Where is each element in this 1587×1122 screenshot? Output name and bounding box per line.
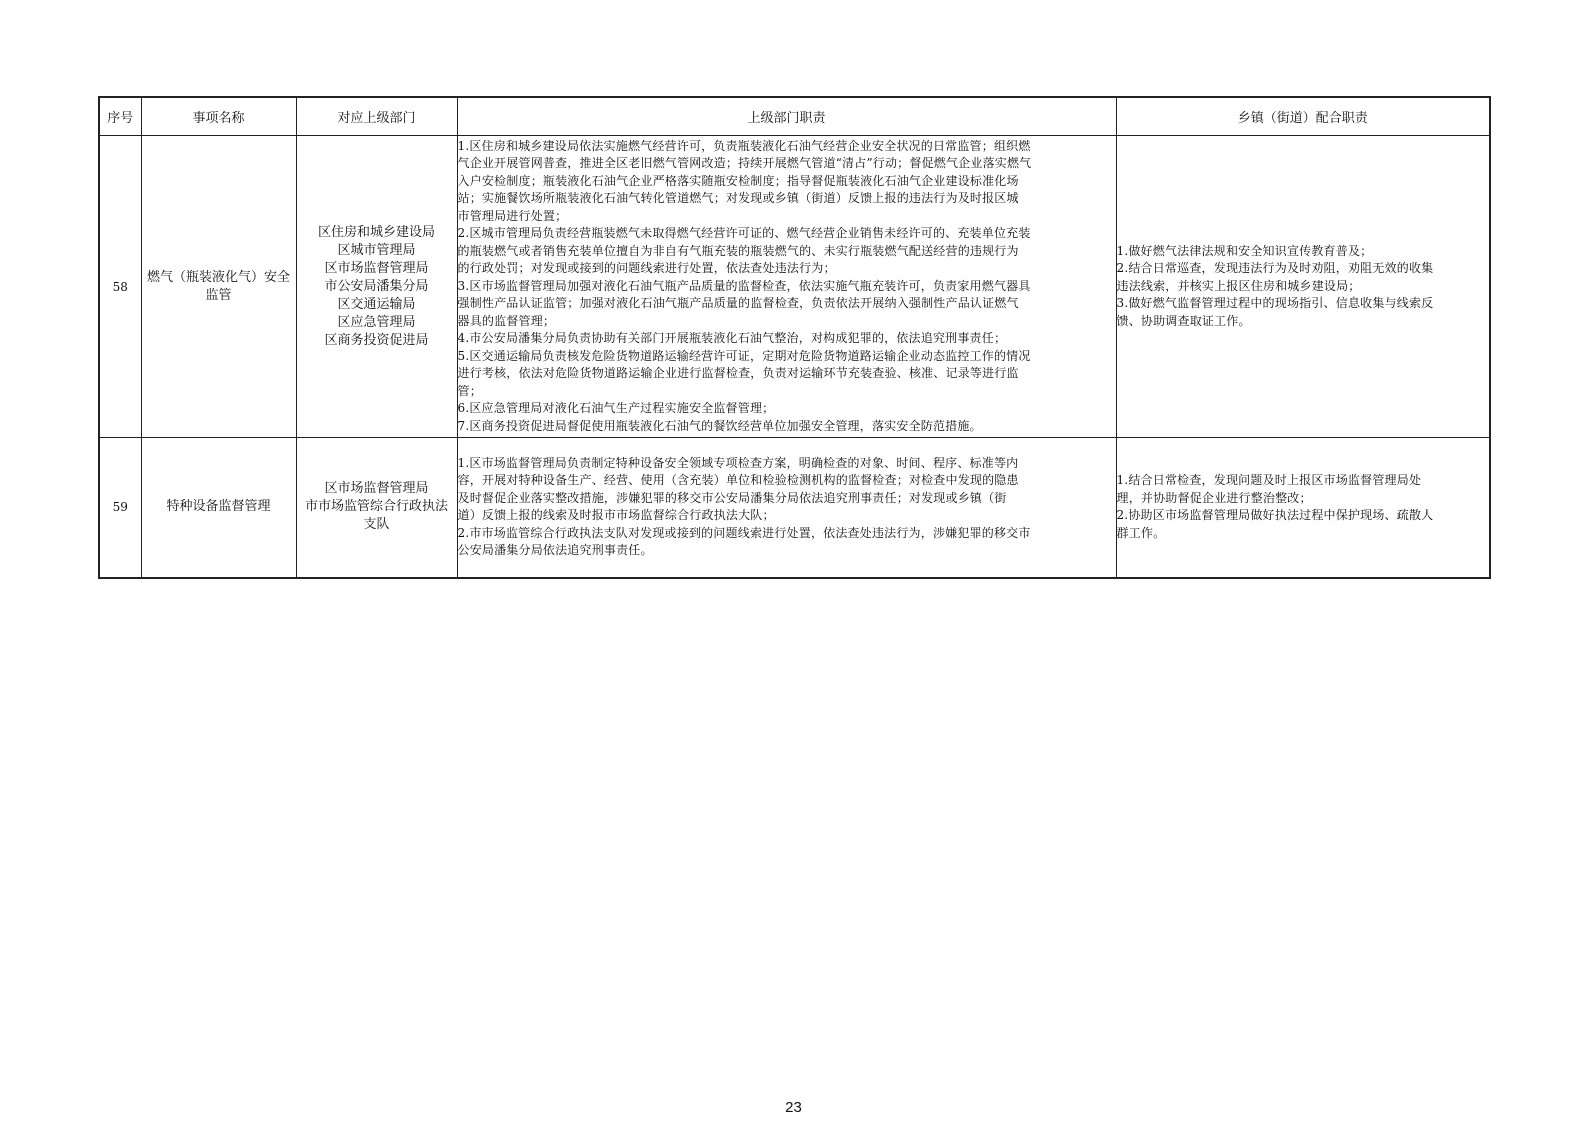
row-number: 59 bbox=[99, 438, 141, 578]
duty-line: 6.区应急管理局对液化石油气生产过程实施安全监督管理； bbox=[457, 401, 775, 416]
department-line: 区交通运输局 bbox=[337, 296, 416, 312]
duty-line: 4.市公安局潘集分局负责协助有关部门开展瓶装液化石油气整治，对构成犯罪的，依法追究刑事责任； bbox=[457, 331, 1007, 346]
duty-line: 及时督促企业落实整改措施，涉嫌犯罪的移交市公安局潘集分局依法追究刑事责任；对发现或乡镇（街 bbox=[457, 490, 1007, 505]
duty-line: 2.市市场监管综合行政执法支队对发现或接到的问题线索进行处置，依法查处违法行为，涉嫌犯罪的移交市 bbox=[457, 525, 1031, 540]
superior-duties bbox=[457, 136, 1116, 438]
header-duty: 上级部门职责 bbox=[457, 97, 1116, 136]
duty-line: 的行政处罚；对发现或接到的问题线索进行处置，依法查处违法行为； bbox=[457, 261, 836, 276]
town-cooperation-duties bbox=[1116, 136, 1490, 438]
cooperation-line: 2.结合日常巡查，发现违法行为及时劝阻，劝阻无效的收集 bbox=[1116, 261, 1434, 276]
header-no: 序号 bbox=[99, 97, 141, 136]
duty-line: 强制性产品认证监管；加强对液化石油气瓶产品质量的监督检查，负责依法开展纳入强制性产品认证燃气 bbox=[457, 296, 1019, 311]
cooperation-line: 2.协助区市场监督管理局做好执法过程中保护现场、疏散人 bbox=[1116, 508, 1434, 523]
cooperation-line: 1.做好燃气法律法规和安全知识宣传教育普及； bbox=[1116, 243, 1373, 258]
duty-line: 器具的监督管理； bbox=[457, 313, 556, 328]
cooperation-line: 1.结合日常检查，发现问题及时上报区市场监督管理局处 bbox=[1116, 473, 1422, 488]
duty-line: 7.区商务投资促进局督促使用瓶装液化石油气的餐饮经营单位加强安全管理，落实安全防范措施。 bbox=[457, 418, 982, 433]
duty-line: 道）反馈上报的线索及时报市市场监督综合行政执法大队； bbox=[457, 508, 775, 523]
duty-line: 进行考核，依法对危险货物道路运输企业进行监督检查，负责对运输环节充装查验、核准、记录等进行监 bbox=[457, 366, 1019, 381]
page-number: 23 bbox=[785, 1099, 802, 1116]
item-name: 燃气（瓶装液化气）安全监管 bbox=[141, 136, 296, 438]
duty-line: 气企业开展管网普查，推进全区老旧燃气管网改造；持续开展燃气管道“清占”行动；督促燃气企业落实燃气 bbox=[457, 156, 1032, 171]
item-name: 特种设备监督管理 bbox=[141, 438, 296, 578]
header-name: 事项名称 bbox=[141, 97, 296, 136]
duty-line: 容，开展对特种设备生产、经营、使用（含充装）单位和检验检测机构的监督检查；对检查中发现的隐患 bbox=[457, 473, 1019, 488]
department-line: 市公安局潘集分局 bbox=[324, 278, 429, 294]
row-number: 58 bbox=[99, 136, 141, 438]
header-dept: 对应上级部门 bbox=[296, 97, 457, 136]
department-list bbox=[296, 136, 457, 438]
cooperation-line: 群工作。 bbox=[1116, 525, 1166, 540]
header-coop: 乡镇（街道）配合职责 bbox=[1116, 97, 1490, 136]
table-row bbox=[99, 438, 1490, 578]
superior-duties bbox=[457, 438, 1116, 578]
duty-line: 2.区城市管理局负责经营瓶装燃气未取得燃气经营许可证的、燃气经营企业销售未经许可的、充装单位充装 bbox=[457, 226, 1031, 241]
duty-line: 站；实施餐饮场所瓶装液化石油气转化管道燃气；对发现或乡镇（街道）反馈上报的违法行为及时报区城 bbox=[457, 191, 1019, 206]
department-line: 区应急管理局 bbox=[337, 314, 416, 330]
department-line: 市市场监管综合行政执法 bbox=[304, 499, 448, 515]
duty-line: 1.区市场监督管理局负责制定特种设备安全领域专项检查方案，明确检查的对象、时间、程序、标准等内 bbox=[457, 455, 1019, 470]
cooperation-line: 3.做好燃气监督管理过程中的现场指引、信息收集与线索反 bbox=[1116, 296, 1434, 311]
duty-line: 公安局潘集分局依法追究刑事责任。 bbox=[457, 543, 653, 558]
duty-line: 5.区交通运输局负责核发危险货物道路运输经营许可证，定期对危险货物道路运输企业动态监控工作的情况 bbox=[457, 348, 1031, 363]
table-row bbox=[99, 136, 1490, 438]
duty-line: 入户安检制度；瓶装液化石油气企业严格落实随瓶安检制度；指导督促瓶装液化石油气企业建设标准化场 bbox=[457, 173, 1019, 188]
duty-line: 的瓶装燃气或者销售充装单位擅自为非自有气瓶充装的瓶装燃气的、未实行瓶装燃气配送经营的违规行为 bbox=[457, 243, 1019, 258]
duty-line: 3.区市场监督管理局加强对液化石油气瓶产品质量的监督检查，依法实施气瓶充装许可，负责家用燃气器具 bbox=[457, 278, 1031, 293]
duty-line: 市管理局进行处置； bbox=[457, 208, 568, 223]
duty-line: 管； bbox=[457, 383, 482, 398]
department-line: 区城市管理局 bbox=[337, 242, 416, 258]
cooperation-line: 违法线索，并核实上报区住房和城乡建设局； bbox=[1116, 278, 1361, 293]
department-line: 支队 bbox=[363, 517, 390, 533]
header-row bbox=[99, 97, 1490, 136]
town-cooperation-duties bbox=[1116, 438, 1490, 578]
department-line: 区市场监督管理局 bbox=[324, 260, 429, 276]
department-line: 区住房和城乡建设局 bbox=[317, 224, 435, 240]
cooperation-line: 馈、协助调查取证工作。 bbox=[1116, 313, 1251, 328]
department-list bbox=[296, 438, 457, 578]
duty-line: 1.区住房和城乡建设局依法实施燃气经营许可，负责瓶装液化石油气经营企业安全状况的日常监管；组织燃 bbox=[457, 138, 1031, 153]
duty-table bbox=[98, 96, 1491, 579]
cooperation-line: 理，并协助督促企业进行整治整改； bbox=[1116, 490, 1312, 505]
department-line: 区市场监督管理局 bbox=[324, 481, 429, 497]
department-line: 区商务投资促进局 bbox=[324, 332, 429, 348]
